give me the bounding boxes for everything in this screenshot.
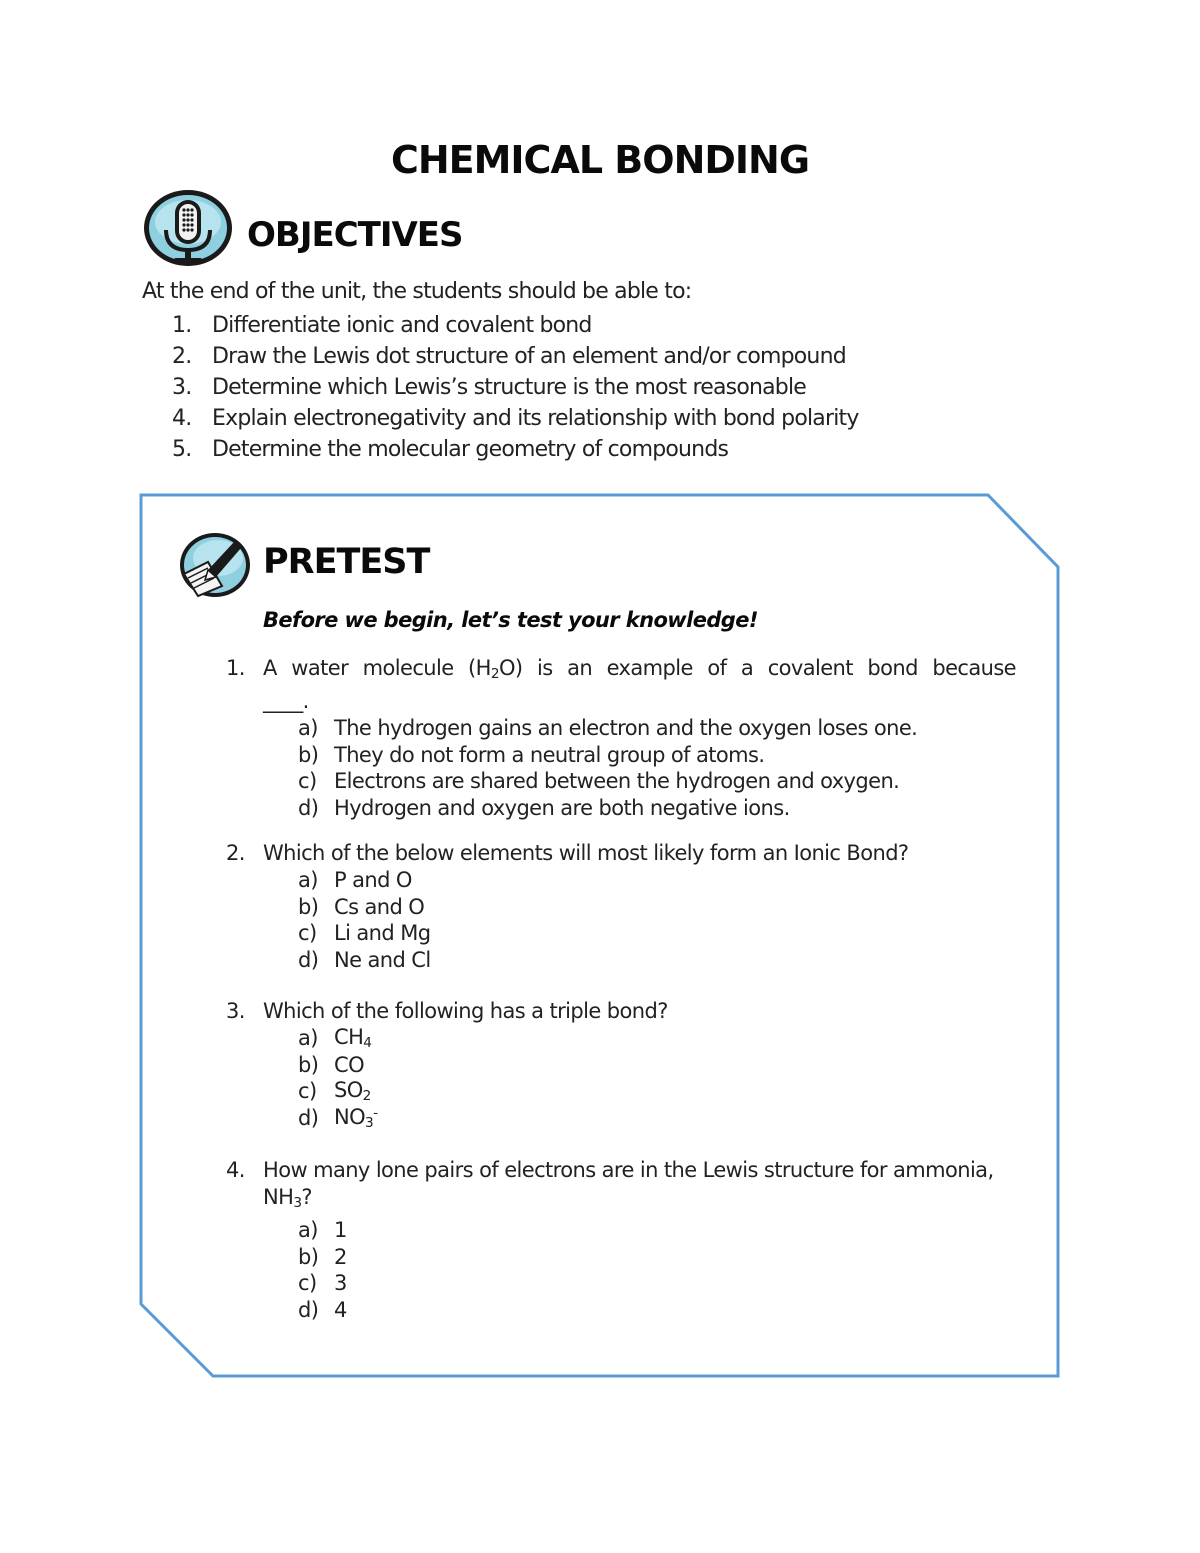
objective-item — [172, 341, 859, 372]
question-text-part: ? — [301, 1185, 312, 1209]
question-number: 3. — [226, 999, 245, 1023]
answer-option[interactable] — [298, 715, 1016, 742]
question-stem — [226, 998, 1016, 1025]
objective-text: Explain electronegativity and its relationship with bond polarity — [212, 406, 859, 431]
pretest-intro: Before we begin, let’s test your knowledge! — [263, 608, 758, 632]
question-number: 4. — [226, 1158, 245, 1182]
option-letter: b) — [298, 894, 319, 919]
answer-options — [298, 1025, 1016, 1131]
answer-options — [298, 1217, 1016, 1323]
question-text-part: How many lone pairs of electrons are in the Lewis structure for ammonia, NH — [263, 1158, 994, 1209]
formula-base: NO — [334, 1104, 366, 1129]
question-1 — [226, 655, 1016, 821]
question-number: 1. — [226, 656, 245, 680]
objective-number: 2. — [172, 344, 192, 369]
option-text: Cs and O — [334, 894, 425, 919]
answer-option[interactable] — [298, 795, 1016, 822]
option-letter: d) — [298, 795, 319, 820]
option-letter: c) — [298, 1079, 317, 1104]
option-letter: b) — [298, 1244, 319, 1269]
question-text-part: O) is an example of a covalent bond because ____. — [263, 656, 1016, 713]
option-letter: b) — [298, 1052, 319, 1077]
answer-option[interactable] — [298, 1270, 1016, 1297]
option-text: They do not form a neutral group of atoms. — [334, 742, 765, 767]
question-text: Which of the below elements will most likely form an Ionic Bond? — [263, 841, 909, 865]
option-formula — [334, 1105, 377, 1131]
option-text: Hydrogen and oxygen are both negative ions. — [334, 795, 790, 820]
answer-option[interactable] — [298, 1105, 1016, 1132]
answer-option[interactable] — [298, 1025, 1016, 1052]
objective-item — [172, 372, 859, 403]
pretest-heading: PRETEST — [263, 542, 430, 582]
answer-option[interactable] — [298, 768, 1016, 795]
option-letter: d) — [298, 947, 319, 972]
option-letter: d) — [298, 1105, 319, 1130]
answer-option[interactable] — [298, 1297, 1016, 1324]
objective-item — [172, 434, 859, 465]
option-letter: c) — [298, 921, 317, 946]
objective-text: Draw the Lewis dot structure of an element and/or compound — [212, 344, 846, 369]
option-text: P and O — [334, 868, 412, 893]
option-text: Li and Mg — [334, 921, 431, 946]
answer-option[interactable] — [298, 920, 1016, 947]
formula-base: CH — [334, 1025, 364, 1050]
question-3 — [226, 998, 1016, 1131]
question-text-part: A water molecule (H — [263, 656, 491, 680]
answer-options — [298, 715, 1016, 821]
option-text: The hydrogen gains an electron and the oxygen loses one. — [334, 716, 918, 741]
subscript: 2 — [490, 666, 499, 682]
answer-option[interactable] — [298, 867, 1016, 894]
question-text: Which of the following has a triple bond? — [263, 999, 668, 1023]
question-number: 2. — [226, 841, 245, 865]
question-text — [263, 1157, 1016, 1217]
option-text: Ne and Cl — [334, 947, 431, 972]
option-formula — [334, 1078, 371, 1104]
answer-option[interactable] — [298, 1078, 1016, 1105]
option-letter: d) — [298, 1297, 319, 1322]
option-letter: a) — [298, 716, 318, 741]
question-2 — [226, 840, 1016, 973]
document-title: CHEMICAL BONDING — [390, 138, 810, 182]
option-text: 1 — [334, 1218, 347, 1243]
option-letter: a) — [298, 868, 318, 893]
option-letter: c) — [298, 1271, 317, 1296]
answer-option[interactable] — [298, 742, 1016, 769]
answer-option[interactable] — [298, 1052, 1016, 1079]
option-letter: a) — [298, 1026, 318, 1051]
option-letter: a) — [298, 1218, 318, 1243]
answer-options — [298, 867, 1016, 973]
option-text: Electrons are shared between the hydrogen and oxygen. — [334, 769, 900, 794]
option-formula — [334, 1025, 371, 1051]
answer-option[interactable] — [298, 894, 1016, 921]
option-letter: c) — [298, 769, 317, 794]
subscript: 3 — [293, 1195, 302, 1211]
question-stem — [226, 1157, 1016, 1217]
subscript: 4 — [363, 1035, 372, 1052]
formula-base: CO — [334, 1052, 364, 1077]
subscript: 3 — [365, 1114, 374, 1131]
answer-option[interactable] — [298, 1244, 1016, 1271]
formula-base: SO — [334, 1078, 363, 1103]
option-letter: b) — [298, 742, 319, 767]
subscript: 2 — [362, 1088, 371, 1105]
superscript: - — [373, 1104, 378, 1121]
option-text: 3 — [334, 1271, 347, 1296]
objective-number: 5. — [172, 437, 192, 462]
option-text: 4 — [334, 1297, 347, 1322]
objectives-list — [172, 310, 859, 465]
objective-number: 1. — [172, 313, 192, 338]
option-formula — [334, 1053, 364, 1077]
objective-item — [172, 403, 859, 434]
objective-text: Determine the molecular geometry of compounds — [212, 437, 729, 462]
objective-number: 3. — [172, 375, 192, 400]
question-stem — [226, 840, 1016, 867]
answer-option[interactable] — [298, 947, 1016, 974]
objectives-intro: At the end of the unit, the students should be able to: — [142, 279, 692, 304]
question-4 — [226, 1157, 1016, 1323]
microphone-icon — [142, 188, 236, 272]
question-stem — [226, 655, 1016, 715]
objective-text: Differentiate ionic and covalent bond — [212, 313, 592, 338]
question-text — [263, 655, 1016, 715]
objective-number: 4. — [172, 406, 192, 431]
objective-text: Determine which Lewis’s structure is the most reasonable — [212, 375, 807, 400]
option-text: 2 — [334, 1244, 347, 1269]
pencil-book-icon — [178, 530, 252, 600]
answer-option[interactable] — [298, 1217, 1016, 1244]
objectives-heading: OBJECTIVES — [247, 215, 463, 255]
objective-item — [172, 310, 859, 341]
